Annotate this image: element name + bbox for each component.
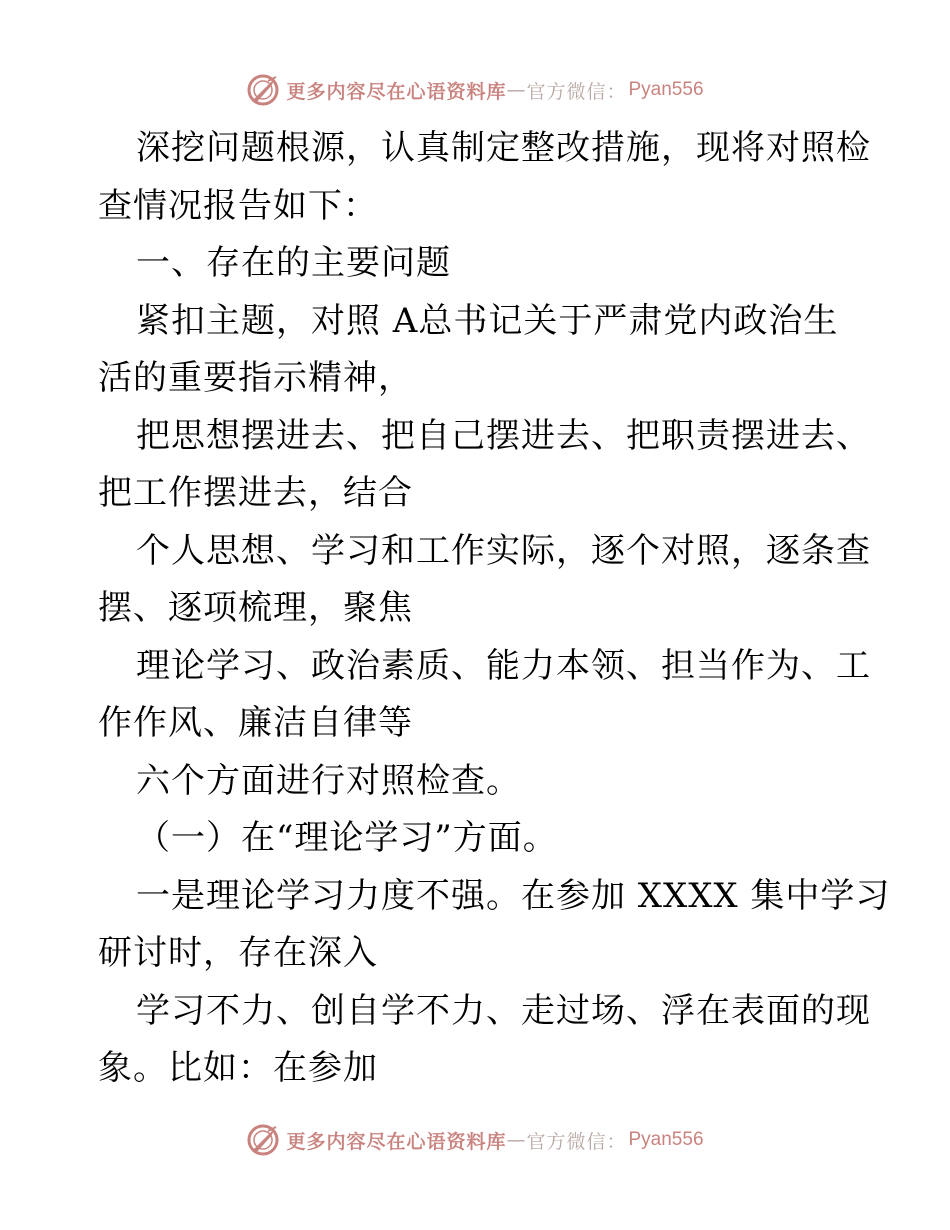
text-line: 查情况报告如下：	[98, 185, 378, 226]
text-line: 把思想摆进去、把自己摆进去、把职责摆进去、	[136, 415, 871, 456]
text-line: 深挖问题根源，认真制定整改措施，现将对照检	[136, 128, 871, 168]
section-heading: 一、存在的主要问题	[136, 243, 451, 283]
text-line: 一是理论学习力度不强。在参加 XXXX 集中学习	[136, 875, 891, 916]
text-line: 个人思想、学习和工作实际，逐个对照，逐条查	[136, 530, 871, 571]
watermark-brand: 更多内容尽在心语资料库	[286, 1130, 507, 1153]
watermark-brand: 更多内容尽在心语资料库	[286, 80, 507, 103]
watermark-separator: —	[506, 79, 527, 101]
watermark-id: Pyan556	[628, 79, 704, 100]
text-line: 研讨时，存在深入	[98, 933, 378, 973]
text-line: 作作风、廉洁自律等	[98, 703, 413, 743]
text-line: 六个方面进行对照检查。	[136, 760, 521, 801]
watermark-official: 官方微信：	[526, 80, 627, 103]
watermark-official: 官方微信：	[526, 1130, 627, 1153]
text-line: 摆、逐项梳理，聚焦	[98, 588, 413, 628]
pen-circle-logo-icon	[246, 73, 280, 107]
text-line: 活的重要指示精神，	[98, 358, 413, 398]
watermark-id: Pyan556	[628, 1129, 704, 1150]
text-line: 理论学习、政治素质、能力本领、担当作为、工	[136, 645, 871, 686]
text-line: 象。比如：在参加	[98, 1048, 378, 1088]
page-footer-watermark	[0, 1122, 950, 1158]
text-line: 学习不力、创自学不力、走过场、浮在表面的现	[136, 990, 871, 1031]
text-line: 紧扣主题，对照 A总书记关于严肃党内政治生	[136, 300, 839, 341]
text-line: 把工作摆进去，结合	[98, 473, 413, 513]
document-body	[98, 120, 891, 1098]
watermark-separator: —	[506, 1129, 527, 1151]
page-header-watermark	[0, 72, 950, 108]
pen-circle-logo-icon	[246, 1123, 280, 1157]
subsection-heading: （一）在“理论学习”方面。	[136, 818, 558, 858]
